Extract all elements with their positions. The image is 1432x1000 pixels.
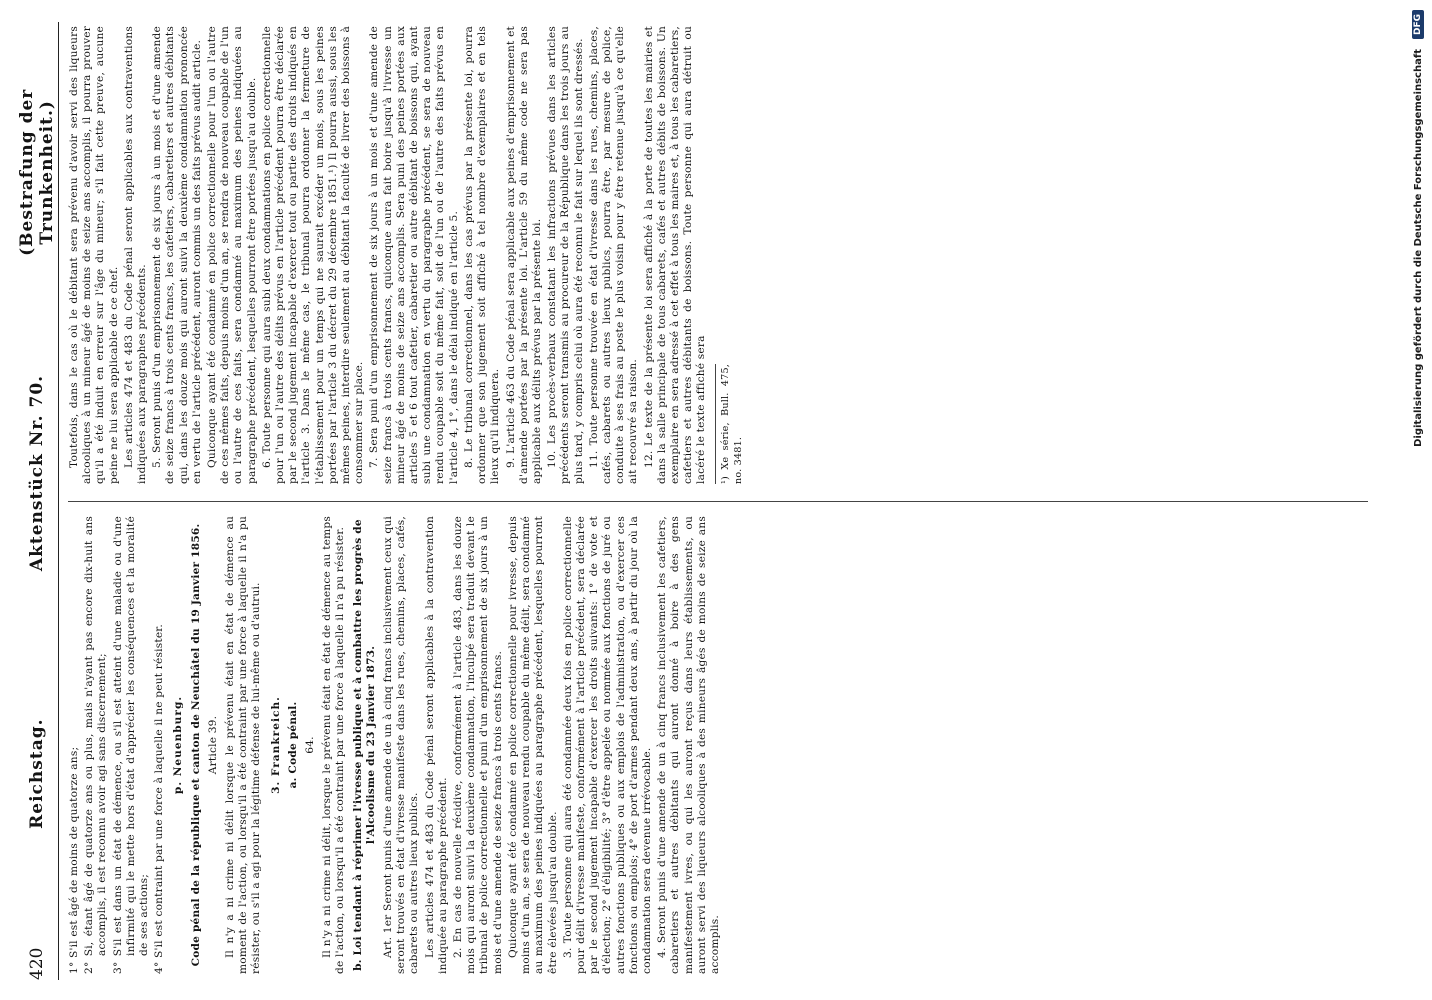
code-penal-heading: a. Code pénal. <box>286 701 299 789</box>
article-64-heading: 64. <box>304 736 317 754</box>
article-4-continuation: Toutefois, dans le cas où le débitant sera prévenu d'avoir servi des liqueurs alcooliques à un mineur âgé de moins de seize ans accomplis, il pourra prouver qu'il a été induit en erreur sur l'âge du mineur; s'il fait cette preuve, aucune peine ne lui sera applicable de ce chef. <box>68 26 120 484</box>
age-item-1: 1° S'il est âgé de moins de quatorze ans; <box>68 746 80 974</box>
loi-article-7: 7. Sera puni d'un emprisonnement de six jours à un mois et d'une amende de seize francs à trois cents francs, quiconque aura fait boire jusqu'à l'ivresse un mineur âgé de moins de seize ans accomplis. Sera puni des peines portées aux articles 5 et 6 tout cafetier, cabaretier ou autre débitant de boissons qui, ayant subi une condamnation en vertu du paragraphe précédent, se sera de nouveau rendu coupable soit du même fait, soit de l'un ou de l'autre des faits prévus en l'article 4, 1°, dans le délai indiqué en l'article 5. <box>368 26 460 484</box>
loi-article-1-b: Les articles 474 et 483 du Code pénal seront applicables à la contravention indiquée au paragraphe précédent. <box>423 516 449 974</box>
header-center-title: Aktenstück Nr. 70. <box>27 374 47 572</box>
loi-article-4: 4. Seront punis d'une amende de un à cinq francs inclusivement les cafetiers, cabaretiers et autres débitants qui auront donné à boire à des gens manifestement ivres, ou qui les auront reçus dans leurs établissements, ou auront servi des liqueurs alcooliques à des mineurs âgés de moins de seize ans accomplis. <box>656 516 721 974</box>
running-header <box>17 22 57 980</box>
document-sheet <box>17 22 1390 980</box>
loi-article-11: 11. Toute personne trouvée en état d'ivresse dans les rues, chemins, places, cafés, cabarets ou autres lieux publics, pourra être, par mesure de police, conduite à ses frais au poste le plus voisin pour y être retenue jusqu'à ce qu'elle ait recouvré sa raison. <box>587 26 640 484</box>
neuchatel-code-title: Code pénal de la république et canton de Neuchâtel du 19 Janvier 1856. <box>189 523 202 967</box>
loi-article-1: Art. 1er Seront punis d'une amende de un à cinq francs inclusivement ceux qui seront trouvés en état d'ivresse manifeste dans les rues, chemins, places, cafés, cabarets ou autres lieux publics. <box>382 516 421 974</box>
loi-article-5-b: Quiconque ayant été condamné en police correctionnelle pour l'un ou l'autre de ces mêmes faits, depuis moins d'un an, se rendra de nouveau coupable de l'un ou l'autre de ces faits, sera condamné au maximum des peines indiquées au paragraphe précédent, lesquelles pourront être portées jusqu'au double. <box>206 26 258 484</box>
section-heading-frankreich: 3. Frankreich. <box>269 696 282 794</box>
age-item-3: 3° S'il est dans un état de démence, ou s'il est atteint d'une maladie ou d'une infirmité qui le mette hors d'état d'apprécier les conséquences et la moralité de ses actions; <box>111 516 151 974</box>
digitization-credit <box>1408 0 1428 1000</box>
article-64-text: Il n'y a ni crime ni délit, lorsque le prévenu était en état de démence au temps de l'action, ou lorsqu'il a été contraint par une force à laquelle il n'a pu résister. <box>321 516 347 974</box>
page-number: 420 <box>27 947 47 980</box>
footnote: ¹) Xe série, Bull. 475, no. 3481. <box>715 364 745 484</box>
column-divider <box>68 501 1368 502</box>
age-item-2: 2° Si, étant âgé de quatorze ans ou plus, mais n'ayant pas encore dix-huit ans accomplis, il est reconnu avoir agi sans discernement; <box>83 516 109 974</box>
loi-article-6: 6. Toute personne qui aura subi deux condamnations en police correctionnelle pour l'un ou l'autre des délits prévus en l'article précédent pourra être déclarée par le second jugement incapable d'exercer tout ou partie des droits indiqués en l'article 3. Dans le même cas, le tribunal pourra ordonner la fermeture de l'établissement pour un temps qui ne saurait excéder un mois, sous les peines portées par l'article 3 du décret du 29 décembre 1851.¹) Il pourra aussi, sous les mêmes peines, interdire seulement au débitant la faculté de livrer des boissons à consommer sur place. <box>260 26 366 484</box>
dfg-logo: DFG <box>1412 10 1424 39</box>
article-4-penalty-note: Les articles 474 et 483 du Code pénal seront applicables aux contraventions indiquées aux paragraphes précédents. <box>122 26 149 484</box>
age-item-4: 4° S'il est contraint par une force à laquelle il ne peut résister. <box>153 624 166 974</box>
right-column <box>68 26 1386 484</box>
loi-article-2-b: Quiconque ayant été condamné en police correctionnelle pour ivresse, depuis moins d'un an, se sera de nouveau rendu coupable du même délit, sera condamné au maximum des peines indiquées au paragraphe précédent, lesquelles pourront être élevées jusqu'au double. <box>506 516 559 974</box>
loi-article-5: 5. Seront punis d'un emprisonnement de six jours à un mois et d'une amende de seize francs à trois cents francs, les cafetiers, cabaretiers et autres débitants qui, dans les douze mois qui auront suivi la deuxième condamnation prononcée en vertu de l'article précédent, auront commis un des faits prévus audit article. <box>151 26 203 484</box>
section-heading-neuenburg: p. Neuenburg. <box>172 695 185 795</box>
article-39-heading: Article 39. <box>206 715 219 775</box>
loi-1873-heading: b. Loi tendant à réprimer l'ivresse publique et à combattre les progrès de l'Alcoolisme du 23 Janvier 1873. <box>351 519 377 971</box>
left-column <box>68 516 1386 974</box>
header-right-title: (Bestrafung der Trunkenheit.) <box>17 88 57 256</box>
header-rule <box>58 22 59 980</box>
loi-article-9: 9. L'article 463 du Code pénal sera applicable aux peines d'emprisonnement et d'amende portées par la présente loi. L'article 59 du même code ne sera pas applicable aux délits prévus par la présente loi. <box>504 26 543 484</box>
loi-article-2: 2. En cas de nouvelle récidive, conformément à l'article 483, dans les douze mois qui auront suivi la deuxième condamnation, l'inculpé sera traduit devant le tribunal de police correctionnelle et puni d'un emprisonnement de six jours à un mois et d'une amende de seize francs à trois cents francs. <box>452 516 504 974</box>
credit-text: Digitalisierung gefördert durch die Deutsche Forschungsgemeinschaft <box>1412 49 1424 447</box>
article-39-text: Il n'y a ni crime ni délit lorsque le prévenu était en état de démence au moment de l'action, ou lorsqu'il a été contraint par une force à laquelle il n'a pu résister, ou s'il a agi pour la légitime défense de lui-même ou d'autrui. <box>224 516 263 974</box>
loi-article-12: 12. Le texte de la présente loi sera affiché à la porte de toutes les mairies et dans la salle principale de tous cabarets, cafés et autres débits de boissons. Un exemplaire en sera adressé à cet effet à tous les maires et, à tous les cabaretiers, cafetiers et autres débitants de boissons. Toute personne qui aura détruit ou lacéré le texte affiché sera <box>642 26 708 484</box>
header-left-title: Reichstag. <box>27 718 47 829</box>
loi-article-10: 10. Les procès-verbaux constatant les infractions prévues dans les articles précédents seront transmis au procureur de la République dans les trois jours au plus tard, y compris celui où aura été reconnu le fait sur lequel ils sont dressés. <box>546 26 585 484</box>
loi-article-3: 3. Toute personne qui aura été condamnée deux fois en police correctionnelle pour délit d'ivresse manifeste, conformément à l'article précédent, sera déclarée par le second jugement incapable d'exercer les droits suivants: 1° de vote et d'élection; 2° d'éligibilité; 3° d'être appelée ou nommée aux fonctions de juré ou autres fonctions publiques ou aux emplois de l'administration, ou d'exercer ces fonctions ou emplois; 4° de port d'armes pendant deux ans, à partir du jour où la condamnation sera devenue irrévocable. <box>561 516 653 974</box>
loi-article-8: 8. Le tribunal correctionnel, dans les cas prévus par la présente loi, pourra ordonner que son jugement soit affiché à tel nombre d'exemplaires et en tels lieux qu'il indiquera. <box>462 26 502 484</box>
